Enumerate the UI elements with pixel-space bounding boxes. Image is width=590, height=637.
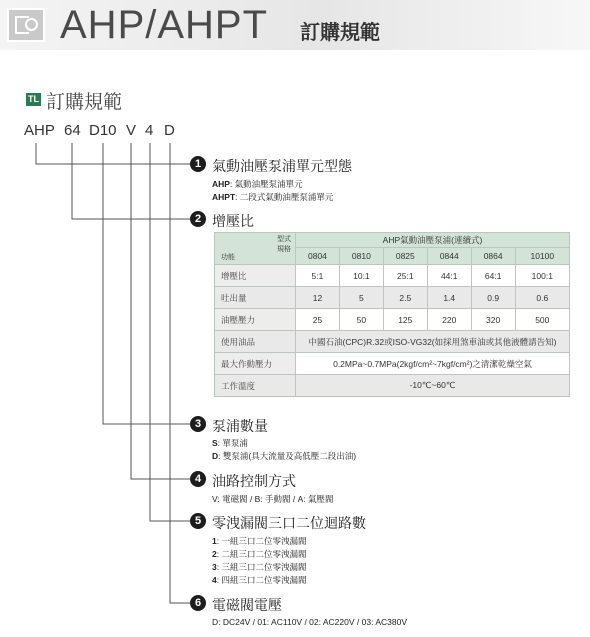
table-row xyxy=(215,309,570,331)
table-span-cell: 中國石油(CPC)R.32或ISO-VG32(如採用煞車油或其他液體請告知) xyxy=(296,331,570,353)
item-5-line-3: 3: 三組三口二位零洩漏閥 xyxy=(212,562,307,572)
table-cell: 0.6 xyxy=(515,287,569,309)
table-cell: 5:1 xyxy=(296,265,340,287)
table-cell: 320 xyxy=(471,309,515,331)
item-title-4: 油路控制方式 xyxy=(212,473,296,489)
item-5-line-2: 2: 二組三口二位零洩漏閥 xyxy=(212,549,307,559)
connector-line-6 xyxy=(170,143,190,603)
code-segment-pump: D10 xyxy=(89,122,117,139)
item-5-line-4: 4: 四組三口二位零洩漏閥 xyxy=(212,575,307,585)
corner-label-type: 型式 xyxy=(277,236,291,243)
corner-label-function: 功能 xyxy=(221,254,235,261)
spec-table xyxy=(214,232,570,397)
table-row xyxy=(215,353,570,375)
item-number-6: 6 xyxy=(190,595,206,611)
item-title-3: 泵浦數量 xyxy=(212,418,268,434)
model-header: 0810 xyxy=(339,248,383,265)
row-label: 油壓壓力 xyxy=(215,309,296,331)
table-cell: 0.9 xyxy=(471,287,515,309)
item-number-3: 3 xyxy=(190,416,206,432)
item-4-line: V: 電磁閥 / B: 手動閥 / A: 氣壓閥 xyxy=(212,494,334,504)
table-cell: 500 xyxy=(515,309,569,331)
item-5-line-1: 1: 一組三口二位零洩漏閥 xyxy=(212,536,307,546)
table-cell: 5 xyxy=(339,287,383,309)
table-span-cell: 0.2MPa~0.7MPa(2kgf/cm²~7kgf/cm²)之清潔乾燥空氣 xyxy=(296,353,570,375)
row-label: 工作溫度 xyxy=(215,375,296,397)
item-1-line-2: AHPT: 二段式氣動油壓泵浦單元 xyxy=(212,192,334,202)
item-title-5: 零洩漏閥三口二位迴路數 xyxy=(212,515,366,531)
table-cell: 25:1 xyxy=(383,265,427,287)
table-cell: 10:1 xyxy=(339,265,383,287)
item-number-5: 5 xyxy=(190,513,206,529)
section-title: 訂購規範 xyxy=(46,92,123,113)
connector-line-4 xyxy=(131,143,190,479)
page-title: AHP/AHPT xyxy=(60,3,269,47)
code-segment-ratio: 64 xyxy=(64,122,81,139)
table-cell: 12 xyxy=(296,287,340,309)
row-label: 增壓比 xyxy=(215,265,296,287)
item-3-line-2: D: 雙泵浦(具大流量及高低壓二段出油) xyxy=(212,451,357,461)
code-segment-type: AHP xyxy=(24,122,55,139)
connector-line-3 xyxy=(103,143,190,424)
code-segment-circuits: 4 xyxy=(145,122,154,139)
item-title-2: 增壓比 xyxy=(212,213,254,229)
model-header: 0804 xyxy=(296,248,340,265)
table-cell: 64:1 xyxy=(471,265,515,287)
model-header: 0864 xyxy=(471,248,515,265)
code-segment-valve: V xyxy=(126,122,137,139)
item-number-1: 1 xyxy=(190,156,206,172)
model-header: 0825 xyxy=(383,248,427,265)
row-label: 最大作動壓力 xyxy=(215,353,296,375)
table-row xyxy=(215,331,570,353)
section-icon: TL xyxy=(28,94,39,104)
table-cell: 1.4 xyxy=(427,287,471,309)
table-span-cell: -10℃~60℃ xyxy=(296,375,570,397)
corner-label-spec: 規格 xyxy=(277,246,291,253)
table-group-header: AHP氣動油壓泵浦(連續式) xyxy=(296,233,570,248)
table-corner-cell xyxy=(215,233,296,265)
connector-line-1 xyxy=(36,143,190,164)
item-number-2: 2 xyxy=(190,211,206,227)
table-row xyxy=(215,375,570,397)
item-3-line-1: S: 單泵浦 xyxy=(212,438,248,448)
code-segment-voltage: D xyxy=(164,122,175,139)
table-cell: 125 xyxy=(383,309,427,331)
table-cell: 25 xyxy=(296,309,340,331)
table-cell: 50 xyxy=(339,309,383,331)
table-cell: 2.5 xyxy=(383,287,427,309)
row-label: 吐出量 xyxy=(215,287,296,309)
page-title-suffix: 訂購規範 xyxy=(300,22,380,44)
item-number-4: 4 xyxy=(190,471,206,487)
item-6-line: D: DC24V / 01: AC110V / 02: AC220V / 03: AC380V xyxy=(212,617,407,627)
table-header-row xyxy=(215,233,570,248)
row-label: 使用油品 xyxy=(215,331,296,353)
table-row xyxy=(215,265,570,287)
table-row xyxy=(215,287,570,309)
table-cell: 100:1 xyxy=(515,265,569,287)
table-cell: 44:1 xyxy=(427,265,471,287)
table-cell: 220 xyxy=(427,309,471,331)
item-1-line-1: AHP: 氣動油壓泵浦單元 xyxy=(212,179,303,189)
item-title-1: 氣動油壓泵浦單元型態 xyxy=(212,158,352,174)
item-title-6: 電磁閥電壓 xyxy=(212,597,282,613)
model-header: 0844 xyxy=(427,248,471,265)
model-header: 10100 xyxy=(515,248,569,265)
